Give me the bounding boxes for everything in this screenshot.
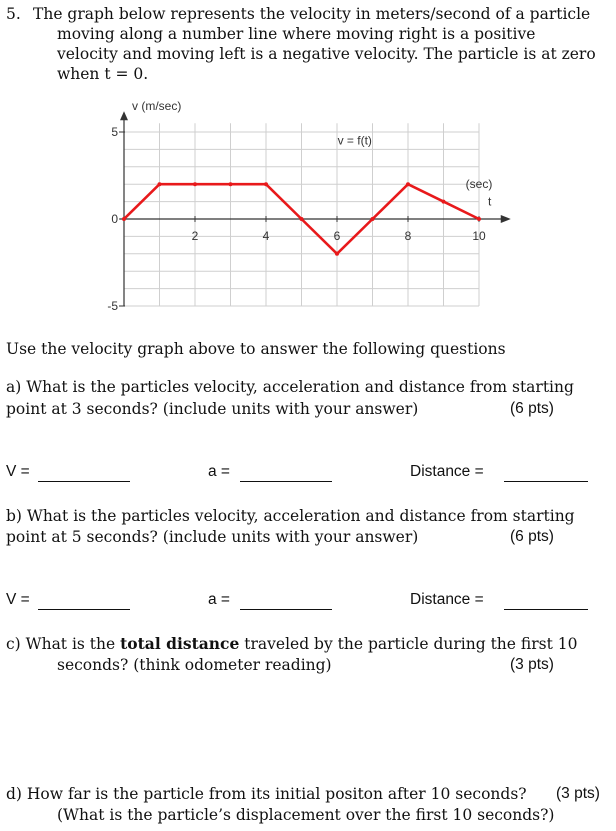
data-point	[371, 217, 375, 221]
part-b-velocity-label: V =	[6, 591, 30, 608]
data-point	[193, 182, 197, 186]
part-c-prefix: c) What is the	[6, 635, 121, 653]
data-point	[442, 200, 446, 204]
chart-axes	[119, 111, 511, 306]
part-b-question-line-1: b) What is the particles velocity, acceleration and distance from starting	[6, 507, 575, 525]
part-b-question-line-2: point at 5 seconds? (include units with your answer)	[6, 528, 419, 546]
y-tick-label: 0	[111, 212, 118, 226]
x-tick-label: 2	[191, 229, 199, 243]
data-point	[300, 217, 304, 221]
data-point	[335, 252, 339, 256]
part-c-bold-phrase: total distance	[120, 634, 240, 653]
data-point	[158, 182, 162, 186]
question-number: 5.	[6, 5, 21, 23]
data-point	[406, 182, 410, 186]
y-axis-label: v (m/sec)	[132, 99, 182, 113]
chart-grid	[124, 123, 479, 306]
part-b-velocity-blank[interactable]	[38, 609, 130, 610]
part-b-distance-blank[interactable]	[504, 609, 588, 610]
question-text-line-3: velocity and moving left is a negative velocity. The particle is at zero	[57, 45, 596, 63]
part-b-points: (6 pts)	[510, 528, 554, 545]
data-point	[122, 217, 126, 221]
chart-labels	[132, 99, 492, 209]
question-text-line-1: The graph below represents the velocity in meters/second of a particle	[33, 5, 591, 23]
question-text-line-4: when t = 0.	[57, 65, 149, 83]
x-tick-label: 4	[262, 229, 270, 243]
instructions: Use the velocity graph above to answer the following questions	[6, 340, 506, 358]
data-point	[477, 217, 481, 221]
part-a-points: (6 pts)	[510, 400, 554, 417]
part-a-velocity-label: V =	[6, 463, 30, 480]
part-a-distance-label: Distance =	[410, 463, 484, 480]
x-tick-label: 6	[333, 229, 341, 243]
part-c-question-line-1	[6, 634, 577, 653]
part-a-distance-blank[interactable]	[504, 481, 588, 482]
y-axis-arrow	[120, 111, 128, 120]
data-point	[264, 182, 268, 186]
x-tick-label: 10	[472, 229, 486, 243]
part-d-question-line-2: (What is the particle’s displacement over the first 10 seconds?)	[57, 806, 555, 824]
x-axis-label: t	[487, 194, 492, 209]
part-b-acceleration-label: a =	[208, 591, 230, 608]
part-a-question-line-2: point at 3 seconds? (include units with your answer)	[6, 400, 419, 418]
part-b-distance-label: Distance =	[410, 591, 484, 608]
velocity-graph	[100, 96, 520, 330]
part-d-question-line-1: d) How far is the particle from its initial positon after 10 seconds?	[6, 785, 527, 803]
part-a-question-line-1: a) What is the particles velocity, acceleration and distance from starting	[6, 378, 574, 396]
part-c-suffix: traveled by the particle during the first 10	[239, 635, 578, 653]
part-a-acceleration-blank[interactable]	[240, 481, 332, 482]
data-point	[229, 182, 233, 186]
x-tick-label: 8	[404, 229, 412, 243]
part-c-question-line-2: seconds? (think odometer reading)	[57, 656, 332, 674]
x-axis-unit-label: (sec)	[465, 177, 493, 192]
part-a-velocity-blank[interactable]	[38, 481, 130, 482]
question-text-line-2: moving along a number line where moving right is a positive	[57, 25, 536, 43]
part-d-points: (3 pts)	[556, 785, 600, 802]
part-c-points: (3 pts)	[510, 656, 554, 673]
y-tick-label: -5	[107, 299, 118, 313]
part-b-acceleration-blank[interactable]	[240, 609, 332, 610]
chart-title: v = f(t)	[337, 133, 372, 148]
y-tick-label: 5	[111, 125, 118, 139]
x-axis-arrow	[501, 215, 511, 223]
part-a-acceleration-label: a =	[208, 463, 230, 480]
